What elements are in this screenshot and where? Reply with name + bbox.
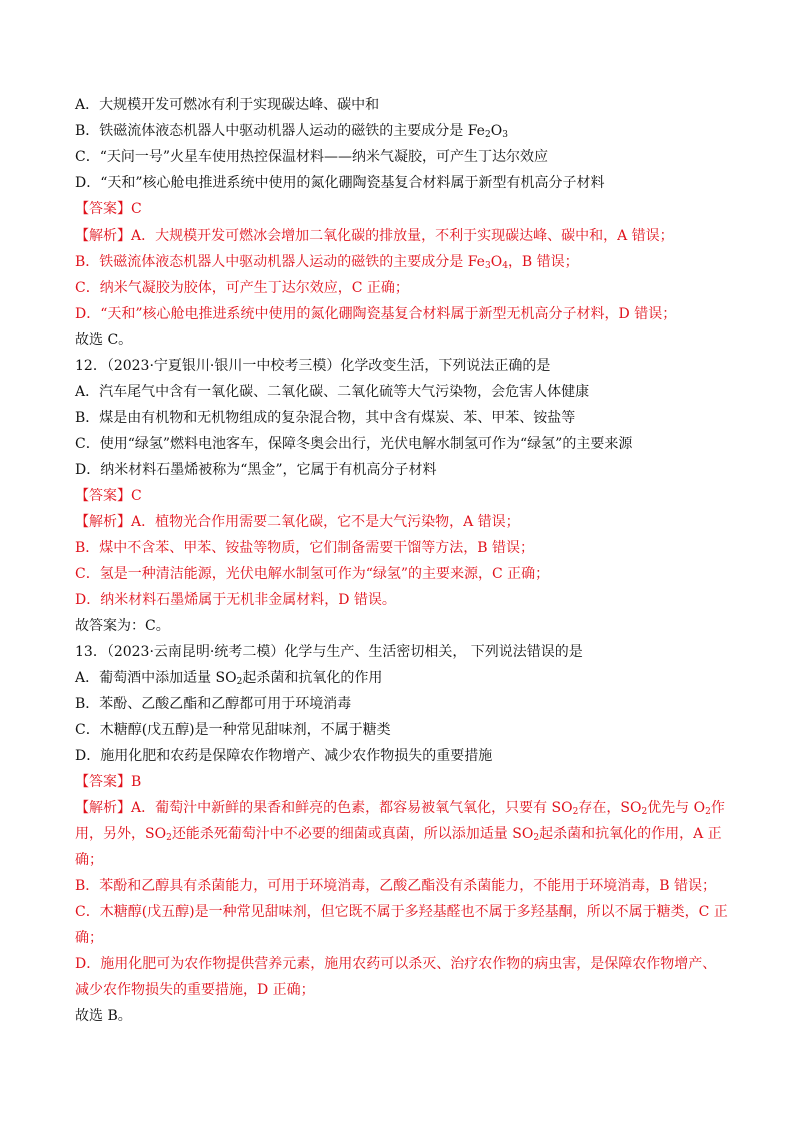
q12-option-d: D．纳米材料石墨烯被称为“黑金”，它属于有机高分子材料 [75, 462, 437, 478]
q13-option-b: B．苯酚、乙酸乙酯和乙醇都可用于环境消毒 [75, 696, 352, 712]
q13-exp-a1-p3: 优先与 O [647, 800, 706, 816]
q13-exp-a1-p2: 存在，SO [578, 800, 642, 816]
q11-explanation-a: 【解析】A．大规模开发可燃冰会增加二氧化碳的排放量，不利于实现碳达峰、碳中和，A 错误； [75, 228, 674, 244]
q12-stem: 12．（2023·宁夏银川·银川一中校考三模）化学改变生活，下列说法正确的是 [75, 358, 551, 374]
q11-conclusion: 故选 C。 [75, 332, 133, 348]
q12-conclusion: 故答案为：C。 [75, 618, 170, 634]
q11-explanation-b [75, 252, 579, 272]
q11-explanation-b-sub1: 3 [484, 261, 491, 271]
q13-explanation-d-line1: D．施用化肥可为农作物提供营养元素，施用农药可以杀灭、治疗农作物的病虫害，是保障农作物增产、 [75, 956, 717, 972]
q11-option-b [75, 121, 508, 141]
q13-option-a-sub: 2 [236, 677, 243, 687]
q13-explanation-b: B．苯酚和乙醇具有杀菌能力，可用于环境消毒，乙酸乙酯没有杀菌能力，不能用于环境消毒，B 错误； [75, 878, 717, 894]
q13-exp-a1-s2: 2 [641, 807, 648, 817]
q11-option-c: C．“天问一号”火星车使用热控保温材料——纳米气凝胶，可产生丁达尔效应 [75, 149, 549, 165]
q13-explanation-d-line2: 减少农作物损失的重要措施，D 正确； [75, 982, 315, 998]
q13-explanation-c-line1: C．木糖醇(戊五醇)是一种常见甜味剂，但它既不属于多羟基醛也不属于多羟基酮，所以不属于糖类，C 正 [75, 904, 728, 920]
q11-option-b-sub1: 2 [484, 130, 491, 140]
q11-explanation-c: C．纳米气凝胶为胶体，可产生丁达尔效应，C 正确； [75, 280, 409, 296]
q11-answer: 【答案】C [75, 201, 142, 217]
q13-exp-a2-s1: 2 [166, 833, 172, 843]
q11-explanation-b-sub2: 4 [502, 261, 508, 271]
q13-exp-a2-p3: 起杀菌和抗氧化的作用，A 正 [539, 826, 722, 842]
q13-exp-a1-s3: 2 [705, 807, 711, 817]
q11-option-b-sub2: 3 [502, 130, 508, 140]
q13-option-a [75, 668, 382, 688]
q13-exp-a2-p1: 用，另外，SO [75, 826, 167, 842]
q13-exp-a2-p2: 还能杀死葡萄汁中不必要的细菌或真菌，所以添加适量 SO [171, 826, 534, 842]
q12-explanation-a: 【解析】A．植物光合作用需要二氧化碳，它不是大气污染物，A 错误； [75, 514, 520, 530]
q13-exp-a2-s2: 2 [533, 833, 540, 843]
q12-explanation-b: B．煤中不含苯、甲苯、铵盐等物质，它们制备需要干馏等方法，B 错误； [75, 540, 535, 556]
q11-option-b-text: B．铁磁流体液态机器人中驱动机器人运动的磁铁的主要成分是 Fe [75, 123, 485, 139]
q11-option-a: A．大规模开发可燃冰有利于实现碳达峰、碳中和 [75, 97, 380, 113]
q13-explanation-a-line2 [75, 824, 722, 844]
q13-option-a-text: A．葡萄酒中添加适量 SO [75, 670, 237, 686]
q12-option-a: A．汽车尾气中含有一氧化碳、二氧化碳、二氧化硫等大气污染物，会危害人体健康 [75, 384, 590, 400]
q13-exp-a1-p1: 【解析】A．葡萄汁中新鲜的果香和鲜亮的色素，都容易被氧气氧化，只要有 SO [75, 800, 573, 816]
q11-explanation-d: D．“天和”核心舱电推进系统中使用的氮化硼陶瓷基复合材料属于新型无机高分子材料，D 错误； [75, 306, 677, 322]
q13-exp-a1-s1: 2 [572, 807, 579, 817]
q12-answer: 【答案】C [75, 488, 142, 504]
q11-option-d: D．“天和”核心舱电推进系统中使用的氮化硼陶瓷基复合材料属于新型有机高分子材料 [75, 175, 605, 191]
q13-exp-a1-p4: 作 [710, 800, 725, 816]
q13-option-a-post: 起杀菌和抗氧化的作用 [242, 670, 383, 686]
q13-stem: 13．（2023·云南昆明·统考二模）化学与生产、生活密切相关， 下列说法错误的是 [75, 644, 583, 660]
q13-explanation-a-line1 [75, 798, 725, 818]
q11-explanation-b-post: ，B 错误； [507, 254, 579, 270]
q13-conclusion: 故选 B。 [75, 1008, 132, 1024]
q13-option-c: C．木糖醇(戊五醇)是一种常见甜味剂，不属于糖类 [75, 722, 391, 738]
q12-option-c: C．使用“绿氢”燃料电池客车，保障冬奥会出行，光伏电解水制氢可作为“绿氢”的主要来源 [75, 436, 633, 452]
q11-explanation-b-text: B．铁磁流体液态机器人中驱动机器人运动的磁铁的主要成分是 Fe [75, 254, 485, 270]
q13-option-d: D．施用化肥和农药是保障农作物增产、减少农作物损失的重要措施 [75, 748, 493, 764]
q11-explanation-b-mid: O [490, 254, 503, 270]
q13-answer: 【答案】B [75, 774, 142, 790]
q12-explanation-c: C．氢是一种清洁能源，光伏电解水制氢可作为“绿氢”的主要来源，C 正确； [75, 566, 550, 582]
q12-explanation-d: D．纳米材料石墨烯属于无机非金属材料，D 错误。 [75, 592, 396, 608]
q12-option-b: B．煤是由有机物和无机物组成的复杂混合物，其中含有煤炭、苯、甲苯、铵盐等 [75, 410, 576, 426]
q13-explanation-c-line2: 确； [75, 930, 103, 946]
q13-explanation-a-line3: 确； [75, 852, 103, 868]
q11-option-b-mid: O [490, 123, 503, 139]
